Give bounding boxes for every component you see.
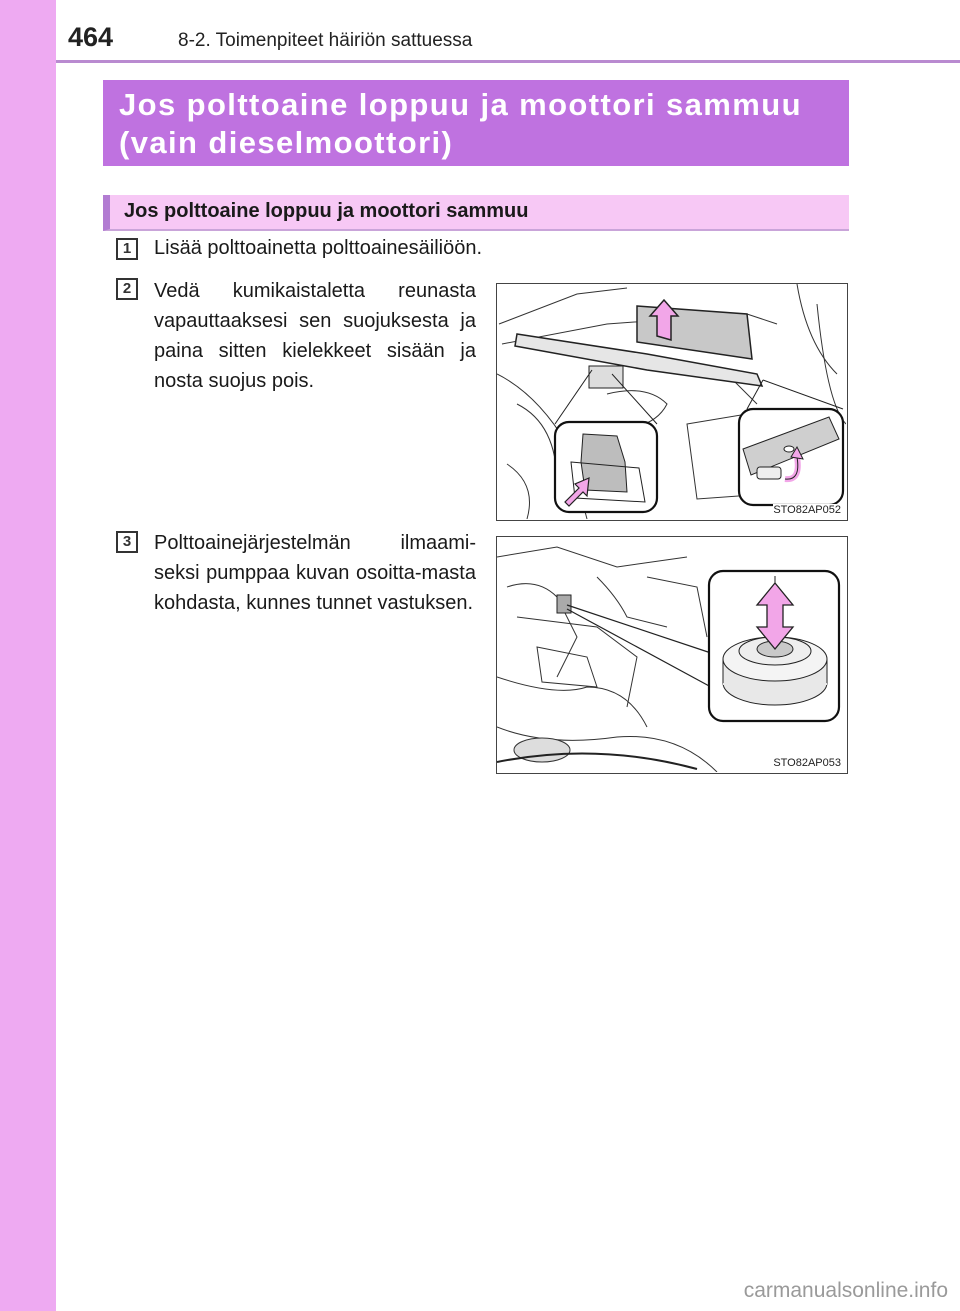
step-number-1: 1 <box>116 238 138 260</box>
header-divider <box>56 60 960 63</box>
figure-code-2: STO82AP053 <box>773 757 841 769</box>
section-reference: 8-2. Toimenpiteet häiriön sattuessa <box>178 30 473 51</box>
section-title-line2: (vain dieselmoottori) <box>119 125 454 160</box>
section-title-line1: Jos polttoaine loppuu ja moottori sammuu <box>119 87 802 122</box>
step-number-2: 2 <box>116 278 138 300</box>
step-number-3: 3 <box>116 531 138 553</box>
side-tab-bar <box>0 0 56 1311</box>
section-title <box>103 80 849 166</box>
engine-cover-illustration <box>497 284 846 519</box>
priming-pump-figure <box>496 536 848 774</box>
subsection-title: Jos polttoaine loppuu ja moottori sammuu <box>103 195 849 231</box>
page-number: 464 <box>68 22 114 52</box>
step-text-3: Polttoainejärjestelmän ilmaami-seksi pumppaa kuvan osoitta-masta kohdasta, kunnes tunnet vastuksen. <box>154 532 476 614</box>
figure-code-1: STO82AP052 <box>773 504 841 516</box>
engine-cover-figure <box>496 283 848 521</box>
watermark: carmanualsonline.info <box>743 1279 948 1302</box>
step-text-1: Lisää polttoainetta polttoainesäiliöön. <box>154 237 483 259</box>
priming-pump-illustration <box>497 537 846 772</box>
step-text-2: Vedä kumikaistaletta reunasta vapauttaaksesi sen suojuksesta ja paina sitten kielekkeet sisään ja nosta suojus pois. <box>154 280 476 392</box>
